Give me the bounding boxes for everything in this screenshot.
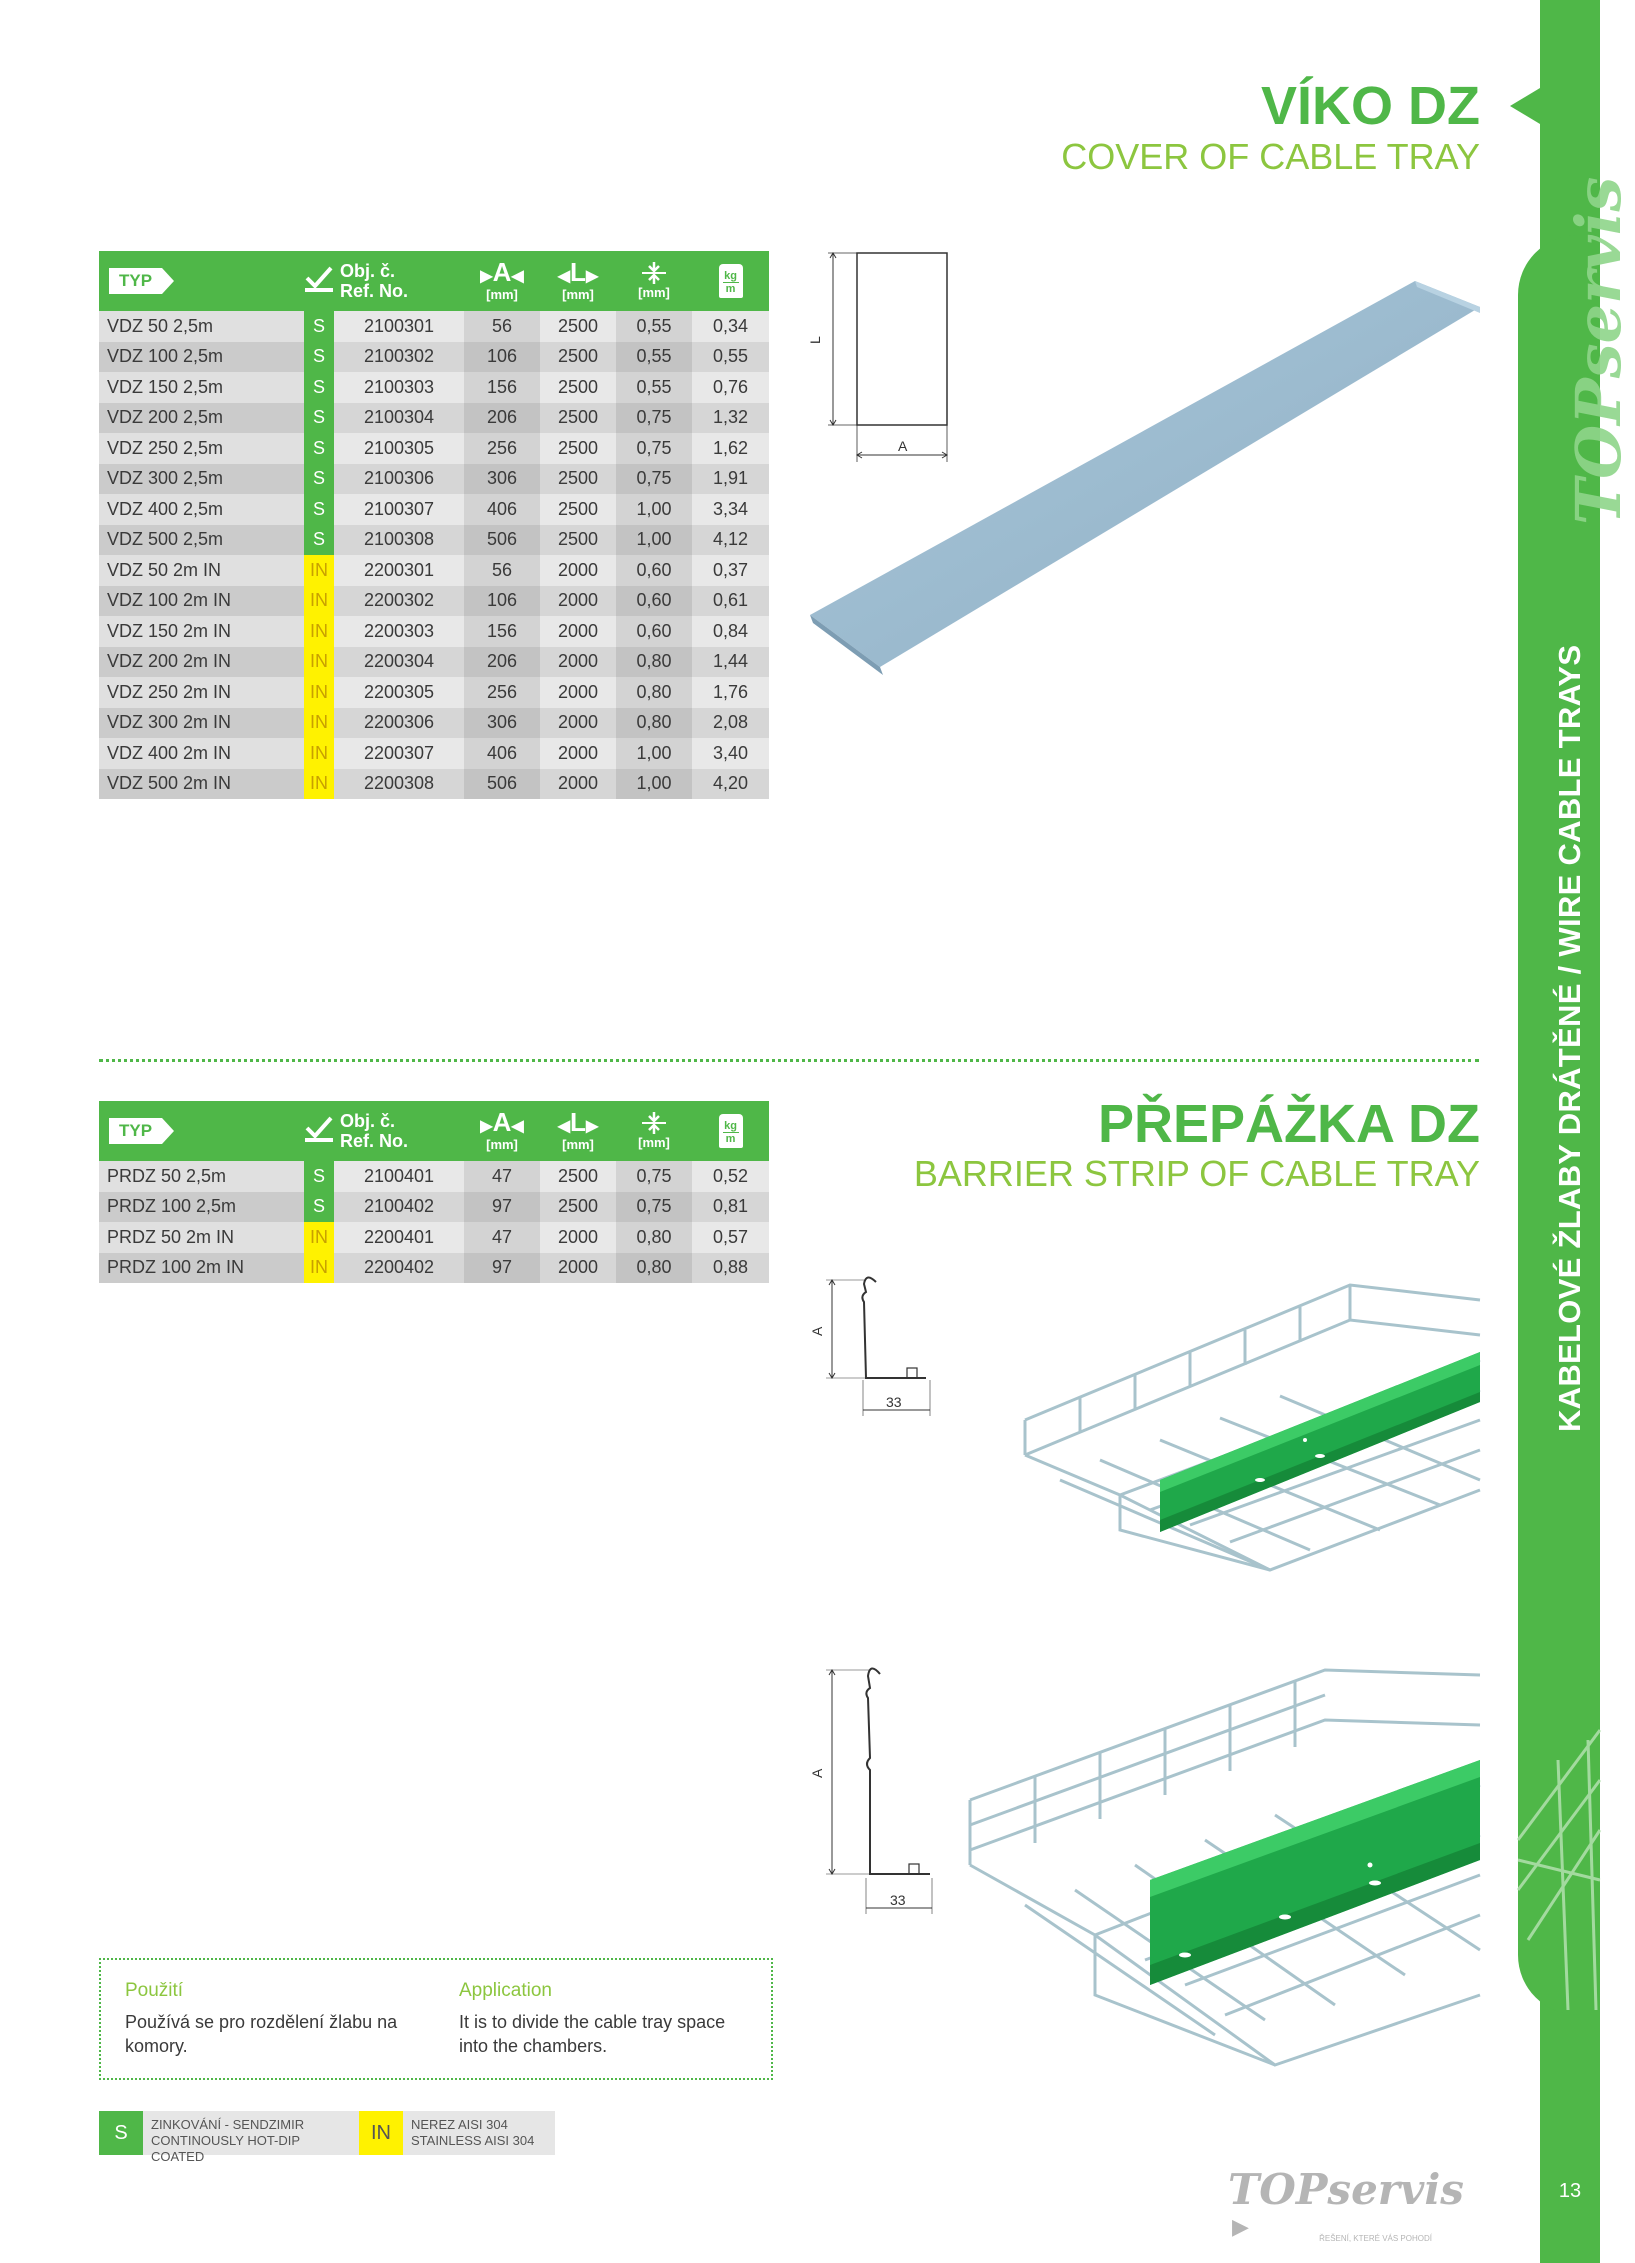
cell-l: 2000	[540, 555, 616, 586]
cell-weight: 1,62	[692, 433, 769, 464]
cell-type: VDZ 200 2m IN	[99, 647, 304, 678]
cell-type: PRDZ 100 2m IN	[99, 1253, 304, 1284]
table-row	[99, 616, 769, 647]
legend-s-text	[143, 2111, 359, 2164]
cell-ref-no: 2200306	[334, 708, 464, 739]
cell-l: 2000	[540, 677, 616, 708]
cell-thickness: 0,80	[616, 1253, 692, 1284]
legend-s-line2: CONTINOUSLY HOT-DIP COATED	[151, 2133, 300, 2164]
cell-type: VDZ 250 2,5m	[99, 433, 304, 464]
table-row	[99, 433, 769, 464]
cell-a: 256	[464, 433, 540, 464]
table-header-row	[99, 1101, 769, 1161]
cell-type: VDZ 50 2,5m	[99, 311, 304, 342]
cell-ref-no: 2100308	[334, 525, 464, 556]
cell-weight: 0,37	[692, 555, 769, 586]
barrier-dim-label-33-large: 33	[890, 1892, 906, 1908]
cell-weight: 0,57	[692, 1222, 769, 1253]
cell-l: 2000	[540, 1222, 616, 1253]
cell-a: 97	[464, 1253, 540, 1284]
cell-type: VDZ 150 2m IN	[99, 616, 304, 647]
cell-thickness: 0,80	[616, 647, 692, 678]
cell-weight: 0,76	[692, 372, 769, 403]
cell-weight: 3,40	[692, 738, 769, 769]
weight-top: kg	[724, 1120, 737, 1132]
cell-ref-no: 2100402	[334, 1192, 464, 1223]
cell-thickness: 0,55	[616, 311, 692, 342]
sidebar-logo: TOPservis	[1562, 176, 1635, 525]
cell-type: PRDZ 50 2,5m	[99, 1161, 304, 1192]
table-row	[99, 708, 769, 739]
cell-type: PRDZ 100 2,5m	[99, 1192, 304, 1223]
cell-a: 406	[464, 494, 540, 525]
cell-thickness: 0,75	[616, 1192, 692, 1223]
thickness-header	[616, 251, 692, 311]
a-dimension-header: ▶A◀ [mm]	[464, 1101, 540, 1161]
cell-ref-no: 2100302	[334, 342, 464, 373]
sidebar-vertical-title: KABELOVÉ ŽLABY DRÁTĚNÉ / WIRE CABLE TRAYS	[1552, 644, 1587, 1432]
cell-material: S	[304, 433, 334, 464]
cell-a: 47	[464, 1222, 540, 1253]
cell-l: 2000	[540, 769, 616, 800]
cell-l: 2000	[540, 1253, 616, 1284]
cell-thickness: 0,60	[616, 616, 692, 647]
cell-ref-no: 2200301	[334, 555, 464, 586]
application-text-cz: Používá se pro rozdělení žlabu na komory.	[125, 2012, 398, 2056]
cell-material: S	[304, 342, 334, 373]
cell-a: 156	[464, 372, 540, 403]
cell-l: 2500	[540, 525, 616, 556]
cell-ref-no: 2200307	[334, 738, 464, 769]
cell-type: VDZ 150 2,5m	[99, 372, 304, 403]
legend-in-line2: STAINLESS AISI 304	[411, 2133, 535, 2148]
table-row	[99, 647, 769, 678]
weight-icon	[719, 1114, 743, 1148]
cell-a: 106	[464, 342, 540, 373]
cell-l: 2000	[540, 586, 616, 617]
ref-header-en: Ref. No.	[340, 281, 409, 301]
cover-dim-label-l: L	[807, 336, 823, 344]
application-heading-cz: Použití	[125, 1980, 184, 2001]
cell-ref-no: 2200304	[334, 647, 464, 678]
section-divider	[99, 1059, 1479, 1062]
footer-tagline: ŘEŠENÍ, KTERÉ VÁS POHODÍ	[1319, 2234, 1432, 2243]
cell-ref-no: 2200305	[334, 677, 464, 708]
cell-l: 2500	[540, 372, 616, 403]
cell-weight: 0,55	[692, 342, 769, 373]
barrier-subtitle: BARRIER STRIP OF CABLE TRAY	[913, 1153, 1480, 1194]
legend-in-line1: NEREZ AISI 304	[411, 2117, 508, 2132]
cell-material: IN	[304, 738, 334, 769]
cell-material: S	[304, 311, 334, 342]
cell-weight: 0,34	[692, 311, 769, 342]
cell-thickness: 0,75	[616, 433, 692, 464]
cell-l: 2500	[540, 464, 616, 495]
sidebar-wire-graphic	[1518, 1720, 1600, 2020]
cell-material: IN	[304, 769, 334, 800]
cell-thickness: 0,55	[616, 342, 692, 373]
cell-ref-no: 2200308	[334, 769, 464, 800]
weight-bottom: m	[723, 282, 739, 295]
cover-title: VÍKO DZ	[1260, 76, 1480, 136]
cell-ref-no: 2200302	[334, 586, 464, 617]
cell-l: 2500	[540, 1161, 616, 1192]
cell-ref-no: 2100303	[334, 372, 464, 403]
cell-material: IN	[304, 586, 334, 617]
ref-header	[334, 251, 464, 311]
material-check-icon	[304, 1101, 334, 1161]
cell-a: 506	[464, 525, 540, 556]
ref-header-cz: Obj. č.	[340, 1111, 396, 1131]
l-header-unit: [mm]	[562, 1136, 594, 1152]
cell-material: S	[304, 403, 334, 434]
cell-thickness: 0,75	[616, 464, 692, 495]
l-header-label: L	[570, 256, 586, 287]
cell-thickness: 0,75	[616, 1161, 692, 1192]
cell-material: IN	[304, 708, 334, 739]
cell-a: 97	[464, 1192, 540, 1223]
ref-header-en: Ref. No.	[340, 1131, 409, 1151]
table-row	[99, 342, 769, 373]
cell-type: VDZ 50 2m IN	[99, 555, 304, 586]
cell-weight: 2,08	[692, 708, 769, 739]
cell-ref-no: 2100307	[334, 494, 464, 525]
weight-icon	[719, 264, 743, 298]
cover-dim-label-a: A	[898, 438, 908, 454]
cell-a: 106	[464, 586, 540, 617]
a-header-label: A	[492, 1106, 512, 1137]
cell-material: S	[304, 525, 334, 556]
cell-material: IN	[304, 616, 334, 647]
cell-a: 206	[464, 403, 540, 434]
table-row	[99, 464, 769, 495]
table-row	[99, 738, 769, 769]
cell-type: VDZ 200 2,5m	[99, 403, 304, 434]
cell-type: PRDZ 50 2m IN	[99, 1222, 304, 1253]
cell-weight: 4,20	[692, 769, 769, 800]
cell-thickness: 0,55	[616, 372, 692, 403]
cell-ref-no: 2100301	[334, 311, 464, 342]
cell-type: VDZ 500 2,5m	[99, 525, 304, 556]
l-dimension-header: ◀L▶ [mm]	[540, 1101, 616, 1161]
cell-a: 306	[464, 708, 540, 739]
table-row	[99, 1161, 769, 1192]
cell-a: 256	[464, 677, 540, 708]
table-row	[99, 586, 769, 617]
cell-material: S	[304, 372, 334, 403]
cell-thickness: 0,60	[616, 555, 692, 586]
cell-weight: 0,61	[692, 586, 769, 617]
a-header-unit: [mm]	[486, 286, 518, 302]
barrier-tray-image-small	[1020, 1280, 1480, 1580]
barrier-dim-label-33-small: 33	[886, 1394, 902, 1410]
table-row	[99, 494, 769, 525]
table-row	[99, 1222, 769, 1253]
cover-spec-table	[99, 251, 769, 799]
table-row	[99, 769, 769, 800]
legend-s-line1: ZINKOVÁNÍ - SENDZIMIR	[151, 2117, 305, 2132]
typ-badge: TYP	[109, 268, 162, 294]
ref-header-cz: Obj. č.	[340, 261, 396, 281]
cell-thickness: 1,00	[616, 769, 692, 800]
cell-material: IN	[304, 647, 334, 678]
sidebar-arrow	[1510, 88, 1540, 124]
cell-type: VDZ 400 2m IN	[99, 738, 304, 769]
cell-type: VDZ 500 2m IN	[99, 769, 304, 800]
play-icon: ▶	[1232, 2214, 1249, 2239]
cell-weight: 1,32	[692, 403, 769, 434]
typ-badge: TYP	[109, 1118, 162, 1144]
cell-weight: 3,34	[692, 494, 769, 525]
a-dimension-header: ▶A◀ [mm]	[464, 251, 540, 311]
table-row	[99, 372, 769, 403]
barrier-profile-drawing-small	[808, 1270, 938, 1420]
a-header-unit: [mm]	[486, 1136, 518, 1152]
barrier-dim-label-a-small: A	[809, 1326, 825, 1336]
cell-weight: 0,88	[692, 1253, 769, 1284]
thickness-header-unit: [mm]	[638, 285, 670, 300]
legend-in-key: IN	[359, 2111, 403, 2155]
cell-weight: 1,91	[692, 464, 769, 495]
legend-in-text	[403, 2111, 555, 2155]
footer-logo-text: TOPservis	[1228, 2165, 1464, 2214]
thickness-header-unit: [mm]	[638, 1135, 670, 1150]
cell-type: VDZ 400 2,5m	[99, 494, 304, 525]
cell-material: S	[304, 1161, 334, 1192]
cell-type: VDZ 100 2m IN	[99, 586, 304, 617]
cell-l: 2000	[540, 647, 616, 678]
cell-a: 156	[464, 616, 540, 647]
barrier-spec-table	[99, 1101, 769, 1283]
weight-top: kg	[724, 270, 737, 282]
cell-weight: 0,81	[692, 1192, 769, 1223]
cell-a: 506	[464, 769, 540, 800]
cell-a: 206	[464, 647, 540, 678]
page-number: 13	[1558, 2180, 1582, 2202]
cell-weight: 1,44	[692, 647, 769, 678]
cell-thickness: 0,60	[616, 586, 692, 617]
cell-l: 2500	[540, 433, 616, 464]
cell-l: 2500	[540, 342, 616, 373]
cell-material: S	[304, 464, 334, 495]
cell-a: 56	[464, 311, 540, 342]
cell-thickness: 0,75	[616, 403, 692, 434]
cell-l: 2000	[540, 738, 616, 769]
cell-type: VDZ 250 2m IN	[99, 677, 304, 708]
thickness-icon	[641, 262, 667, 284]
cell-material: IN	[304, 1253, 334, 1284]
cell-l: 2500	[540, 311, 616, 342]
cell-ref-no: 2100305	[334, 433, 464, 464]
l-dimension-header: ◀L▶ [mm]	[540, 251, 616, 311]
weight-bottom: m	[723, 1132, 739, 1145]
cell-material: S	[304, 1192, 334, 1223]
cell-thickness: 1,00	[616, 738, 692, 769]
cell-material: IN	[304, 1222, 334, 1253]
cell-thickness: 0,80	[616, 1222, 692, 1253]
application-heading-en: Application	[459, 1980, 552, 2001]
cell-thickness: 0,80	[616, 677, 692, 708]
material-check-icon	[304, 251, 334, 311]
cell-ref-no: 2100304	[334, 403, 464, 434]
l-header-label: L	[570, 1106, 586, 1137]
cell-weight: 1,76	[692, 677, 769, 708]
table-row	[99, 525, 769, 556]
cell-material: S	[304, 494, 334, 525]
cell-material: IN	[304, 677, 334, 708]
cell-weight: 0,52	[692, 1161, 769, 1192]
cell-thickness: 0,80	[616, 708, 692, 739]
barrier-profile-drawing-large	[808, 1660, 938, 1920]
ref-header	[334, 1101, 464, 1161]
cell-type: VDZ 300 2,5m	[99, 464, 304, 495]
cell-a: 47	[464, 1161, 540, 1192]
cell-a: 306	[464, 464, 540, 495]
typ-header	[99, 251, 304, 311]
cell-type: VDZ 300 2m IN	[99, 708, 304, 739]
cell-l: 2500	[540, 1192, 616, 1223]
weight-header	[692, 251, 769, 311]
table-row	[99, 1192, 769, 1223]
cell-ref-no: 2200401	[334, 1222, 464, 1253]
cell-type: VDZ 100 2,5m	[99, 342, 304, 373]
cell-weight: 4,12	[692, 525, 769, 556]
cell-ref-no: 2200402	[334, 1253, 464, 1284]
table-header-row	[99, 251, 769, 311]
table-row	[99, 677, 769, 708]
typ-header	[99, 1101, 304, 1161]
cover-product-image	[805, 275, 1480, 685]
cell-ref-no: 2100401	[334, 1161, 464, 1192]
cell-weight: 0,84	[692, 616, 769, 647]
thickness-icon	[641, 1112, 667, 1134]
cell-thickness: 1,00	[616, 494, 692, 525]
cell-a: 56	[464, 555, 540, 586]
cell-ref-no: 2100306	[334, 464, 464, 495]
barrier-tray-image-large	[965, 1665, 1480, 2070]
table-row	[99, 403, 769, 434]
barrier-title: PŘEPÁŽKA DZ	[1097, 1094, 1480, 1154]
cover-subtitle: COVER OF CABLE TRAY	[1061, 136, 1480, 177]
a-header-label: A	[492, 256, 512, 287]
barrier-dim-label-a-large: A	[809, 1768, 825, 1778]
cell-thickness: 1,00	[616, 525, 692, 556]
cell-material: IN	[304, 555, 334, 586]
cell-l: 2000	[540, 708, 616, 739]
table-row	[99, 555, 769, 586]
l-header-unit: [mm]	[562, 286, 594, 302]
cell-l: 2000	[540, 616, 616, 647]
thickness-header	[616, 1101, 692, 1161]
cell-a: 406	[464, 738, 540, 769]
cell-l: 2500	[540, 494, 616, 525]
table-row	[99, 1253, 769, 1284]
legend-s-key: S	[99, 2111, 143, 2155]
cell-ref-no: 2200303	[334, 616, 464, 647]
footer-logo	[1228, 2165, 1468, 2243]
weight-header	[692, 1101, 769, 1161]
cell-l: 2500	[540, 403, 616, 434]
table-row	[99, 311, 769, 342]
application-box	[99, 1958, 773, 2080]
application-text-en: It is to divide the cable tray space into the chambers.	[459, 2012, 726, 2056]
